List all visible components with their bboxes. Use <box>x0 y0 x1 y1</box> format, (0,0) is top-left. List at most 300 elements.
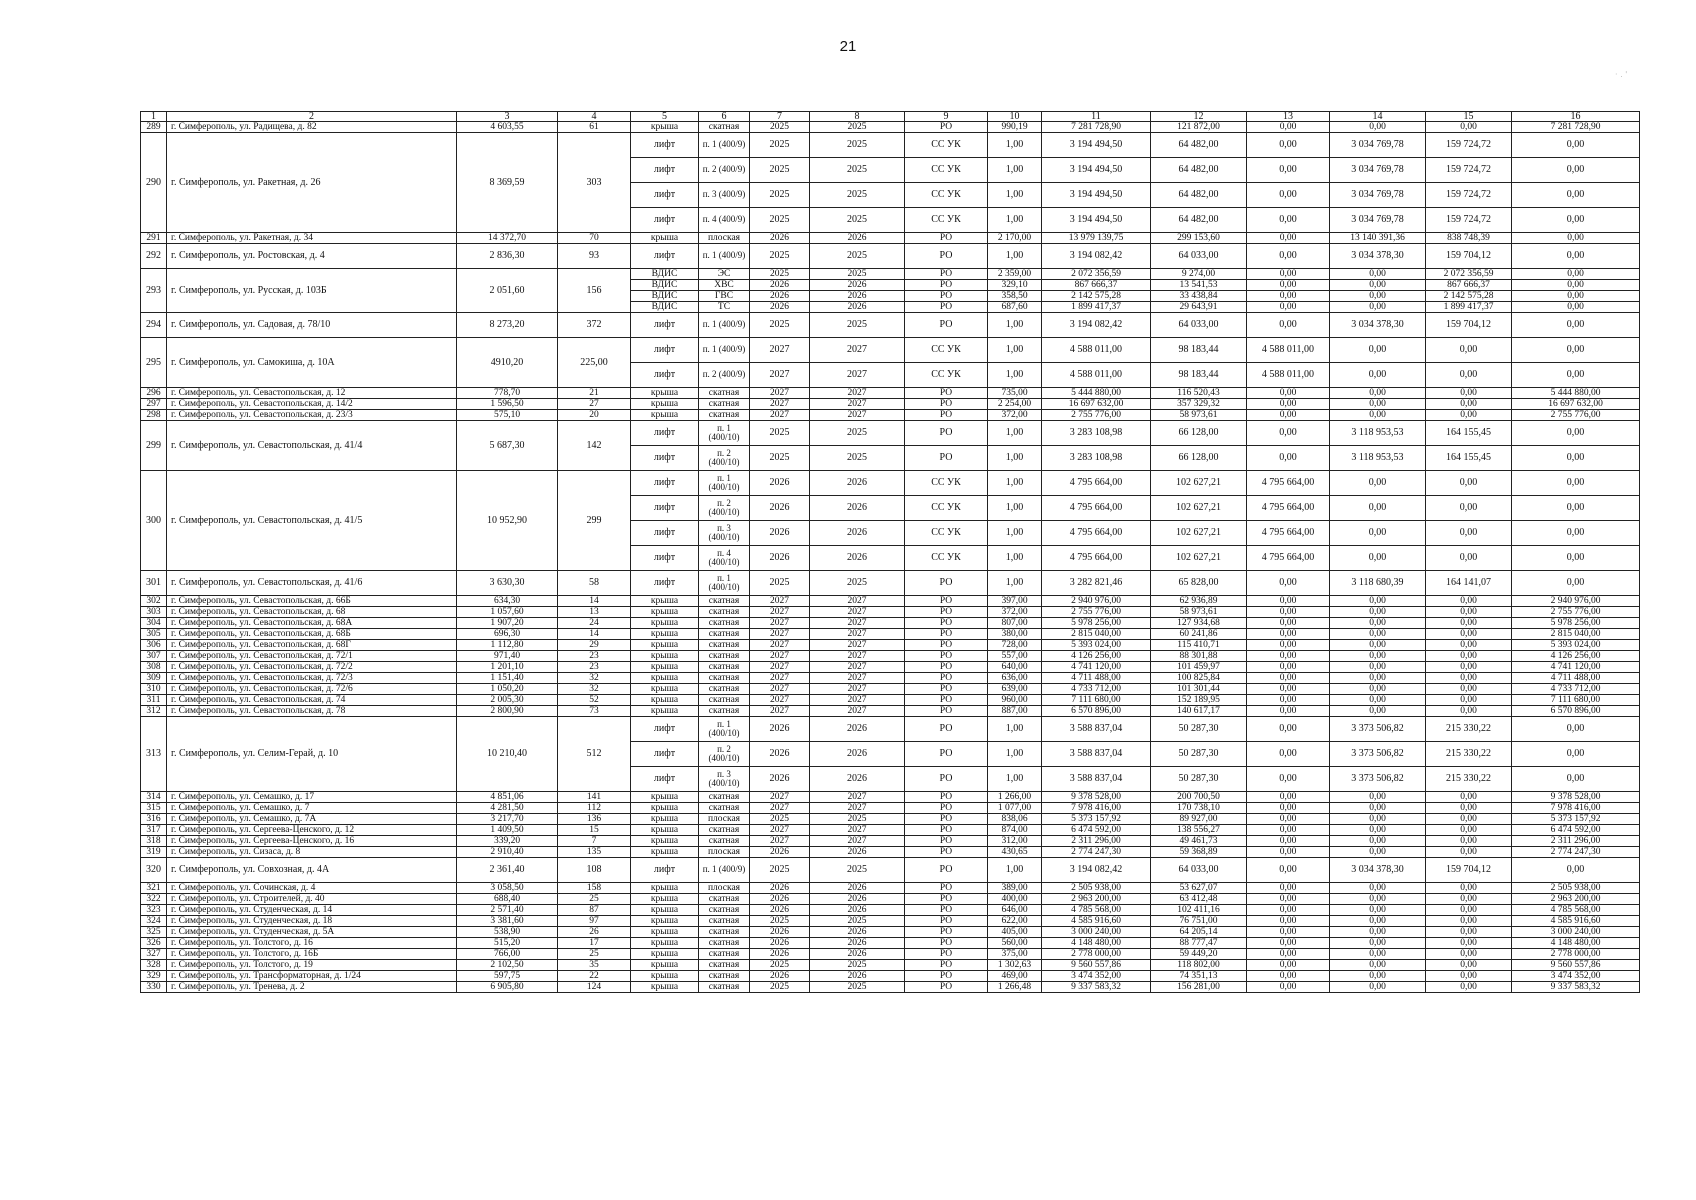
work-year-cell: 2026 <box>810 894 905 905</box>
regional-fund-cell: 4 148 480,00 <box>1512 938 1640 949</box>
address-cell: г. Симферополь, ул. Строителей, д. 40 <box>167 894 457 905</box>
address-cell: г. Симферополь, ул. Сергеева-Ценского, д. 16 <box>167 836 457 847</box>
table-row <box>141 894 1640 905</box>
work-year-cell: 2025 <box>810 982 905 993</box>
regional-fund-cell: 7 978 416,00 <box>1512 803 1640 814</box>
specific-cost-cell: 63 412,48 <box>1151 894 1247 905</box>
volume-cell: 1,00 <box>988 313 1042 338</box>
regional-fund-cell: 2 755 776,00 <box>1512 410 1640 421</box>
plan-year-cell: 2026 <box>750 949 810 960</box>
plan-year-cell: 2026 <box>750 280 810 291</box>
work-year-cell: 2027 <box>810 662 905 673</box>
total-cost-cell: 3 000 240,00 <box>1042 927 1151 938</box>
address-cell: г. Симферополь, ул. Севастопольская, д. 41/4 <box>167 421 457 471</box>
work-year-cell: 2026 <box>810 971 905 982</box>
budget-funds-cell: 0,00 <box>1426 618 1512 629</box>
work-year-cell: 2027 <box>810 399 905 410</box>
plan-year-cell: 2027 <box>750 825 810 836</box>
column-number-cell: 9 <box>905 112 988 122</box>
fund-support-cell: 0,00 <box>1330 291 1426 302</box>
plan-year-cell: 2025 <box>750 421 810 446</box>
residents-cell: 97 <box>558 916 631 927</box>
total-area-cell: 2 051,60 <box>457 269 558 313</box>
regional-fund-cell: 2 755 776,00 <box>1512 607 1640 618</box>
volume-cell: 838,06 <box>988 814 1042 825</box>
fund-support-cell: 3 034 378,30 <box>1330 244 1426 269</box>
volume-cell: 389,00 <box>988 883 1042 894</box>
work-year-cell: 2027 <box>810 684 905 695</box>
table-row <box>141 717 1640 742</box>
element-kind-cell: скатная <box>699 607 750 618</box>
element-kind-cell: скатная <box>699 399 750 410</box>
specific-cost-cell: 299 153,60 <box>1151 233 1247 244</box>
element-type-cell: крыша <box>631 706 699 717</box>
total-area-cell: 1 112,80 <box>457 640 558 651</box>
budget-funds-cell: 0,00 <box>1426 338 1512 363</box>
owners-funds-cell: 0,00 <box>1247 825 1330 836</box>
work-year-cell: 2025 <box>810 960 905 971</box>
regional-fund-cell: 0,00 <box>1512 280 1640 291</box>
element-type-cell: лифт <box>631 421 699 446</box>
total-cost-cell: 2 963 200,00 <box>1042 894 1151 905</box>
total-area-cell: 1 151,40 <box>457 673 558 684</box>
specific-cost-cell: 49 461,73 <box>1151 836 1247 847</box>
column-number-cell: 1 <box>141 112 167 122</box>
residents-cell: 32 <box>558 684 631 695</box>
fund-support-cell: 0,00 <box>1330 651 1426 662</box>
specific-cost-cell: 156 281,00 <box>1151 982 1247 993</box>
residents-cell: 23 <box>558 651 631 662</box>
address-cell: г. Симферополь, ул. Селим-Герай, д. 10 <box>167 717 457 792</box>
table-row <box>141 596 1640 607</box>
volume-cell: 1,00 <box>988 158 1042 183</box>
total-area-cell: 3 217,70 <box>457 814 558 825</box>
regional-fund-cell: 0,00 <box>1512 363 1640 388</box>
fund-method-cell: СС УК <box>905 496 988 521</box>
specific-cost-cell: 102 627,21 <box>1151 521 1247 546</box>
specific-cost-cell: 89 927,00 <box>1151 814 1247 825</box>
regional-fund-cell: 2 963 200,00 <box>1512 894 1640 905</box>
regional-fund-cell: 2 778 000,00 <box>1512 949 1640 960</box>
owners-funds-cell: 0,00 <box>1247 684 1330 695</box>
work-year-cell: 2026 <box>810 847 905 858</box>
fund-support-cell: 0,00 <box>1330 629 1426 640</box>
volume-cell: 1,00 <box>988 858 1042 883</box>
column-number-cell: 8 <box>810 112 905 122</box>
specific-cost-cell: 29 643,91 <box>1151 302 1247 313</box>
address-cell: г. Симферополь, ул. Севастопольская, д. 72/6 <box>167 684 457 695</box>
element-type-cell: крыша <box>631 960 699 971</box>
plan-year-cell: 2026 <box>750 717 810 742</box>
work-year-cell: 2025 <box>810 571 905 596</box>
total-cost-cell: 3 194 494,50 <box>1042 183 1151 208</box>
work-year-cell: 2026 <box>810 883 905 894</box>
specific-cost-cell: 60 241,86 <box>1151 629 1247 640</box>
total-cost-cell: 4 588 011,00 <box>1042 363 1151 388</box>
regional-fund-cell: 4 711 488,00 <box>1512 673 1640 684</box>
budget-funds-cell: 0,00 <box>1426 971 1512 982</box>
element-kind-cell: ХВС <box>699 280 750 291</box>
volume-cell: 557,00 <box>988 651 1042 662</box>
address-cell: г. Симферополь, ул. Сочинская, д. 4 <box>167 883 457 894</box>
volume-cell: 1 266,00 <box>988 792 1042 803</box>
budget-funds-cell: 0,00 <box>1426 847 1512 858</box>
total-area-cell: 339,20 <box>457 836 558 847</box>
budget-funds-cell: 159 704,12 <box>1426 858 1512 883</box>
total-area-cell: 696,30 <box>457 629 558 640</box>
element-type-cell: крыша <box>631 883 699 894</box>
plan-year-cell: 2027 <box>750 673 810 684</box>
total-cost-cell: 3 282 821,46 <box>1042 571 1151 596</box>
regional-fund-cell: 5 444 880,00 <box>1512 388 1640 399</box>
regional-fund-cell: 5 393 024,00 <box>1512 640 1640 651</box>
fund-method-cell: РО <box>905 916 988 927</box>
plan-year-cell: 2025 <box>750 269 810 280</box>
fund-support-cell: 0,00 <box>1330 471 1426 496</box>
residents-cell: 303 <box>558 133 631 233</box>
address-cell: г. Симферополь, ул. Толстого, д. 19 <box>167 960 457 971</box>
plan-year-cell: 2026 <box>750 847 810 858</box>
budget-funds-cell: 0,00 <box>1426 662 1512 673</box>
budget-funds-cell: 159 704,12 <box>1426 244 1512 269</box>
element-kind-cell: п. 2 (400/9) <box>699 158 750 183</box>
volume-cell: 646,00 <box>988 905 1042 916</box>
address-cell: г. Симферополь, ул. Севастопольская, д. 68Г <box>167 640 457 651</box>
specific-cost-cell: 65 828,00 <box>1151 571 1247 596</box>
element-type-cell: крыша <box>631 662 699 673</box>
column-number-cell: 10 <box>988 112 1042 122</box>
owners-funds-cell: 0,00 <box>1247 640 1330 651</box>
element-type-cell: крыша <box>631 927 699 938</box>
table-row <box>141 695 1640 706</box>
plan-year-cell: 2026 <box>750 742 810 767</box>
row-number-cell: 310 <box>141 684 167 695</box>
fund-method-cell: РО <box>905 706 988 717</box>
residents-cell: 27 <box>558 399 631 410</box>
total-cost-cell: 4 785 568,00 <box>1042 905 1151 916</box>
regional-fund-cell: 0,00 <box>1512 244 1640 269</box>
work-year-cell: 2026 <box>810 949 905 960</box>
regional-fund-cell: 6 570 896,00 <box>1512 706 1640 717</box>
volume-cell: 2 254,00 <box>988 399 1042 410</box>
work-year-cell: 2025 <box>810 122 905 133</box>
element-type-cell: крыша <box>631 905 699 916</box>
volume-cell: 640,00 <box>988 662 1042 673</box>
volume-cell: 1,00 <box>988 717 1042 742</box>
fund-method-cell: РО <box>905 607 988 618</box>
fund-support-cell: 13 140 391,36 <box>1330 233 1426 244</box>
owners-funds-cell: 0,00 <box>1247 858 1330 883</box>
address-cell: г. Симферополь, ул. Семашко, д. 17 <box>167 792 457 803</box>
total-area-cell: 2 102,50 <box>457 960 558 971</box>
volume-cell: 874,00 <box>988 825 1042 836</box>
work-year-cell: 2027 <box>810 640 905 651</box>
fund-support-cell: 0,00 <box>1330 960 1426 971</box>
element-kind-cell: п. 2 (400/10) <box>699 742 750 767</box>
element-kind-cell: скатная <box>699 792 750 803</box>
total-area-cell: 2 571,40 <box>457 905 558 916</box>
specific-cost-cell: 88 301,88 <box>1151 651 1247 662</box>
fund-method-cell: РО <box>905 814 988 825</box>
element-kind-cell: скатная <box>699 410 750 421</box>
volume-cell: 807,00 <box>988 618 1042 629</box>
table-row <box>141 883 1640 894</box>
regional-fund-cell: 16 697 632,00 <box>1512 399 1640 410</box>
total-cost-cell: 13 979 139,75 <box>1042 233 1151 244</box>
volume-cell: 372,00 <box>988 410 1042 421</box>
budget-funds-cell: 0,00 <box>1426 792 1512 803</box>
column-number-cell: 3 <box>457 112 558 122</box>
fund-support-cell: 0,00 <box>1330 883 1426 894</box>
fund-method-cell: РО <box>905 695 988 706</box>
specific-cost-cell: 50 287,30 <box>1151 742 1247 767</box>
total-area-cell: 1 409,50 <box>457 825 558 836</box>
budget-funds-cell: 0,00 <box>1426 927 1512 938</box>
budget-funds-cell: 164 141,07 <box>1426 571 1512 596</box>
volume-cell: 1 302,63 <box>988 960 1042 971</box>
budget-funds-cell: 164 155,45 <box>1426 421 1512 446</box>
fund-support-cell: 0,00 <box>1330 410 1426 421</box>
address-cell: г. Симферополь, ул. Русская, д. 103Б <box>167 269 457 313</box>
table-row <box>141 399 1640 410</box>
table-row <box>141 706 1640 717</box>
column-number-cell: 16 <box>1512 112 1640 122</box>
total-cost-cell: 3 194 082,42 <box>1042 313 1151 338</box>
owners-funds-cell: 0,00 <box>1247 894 1330 905</box>
specific-cost-cell: 102 627,21 <box>1151 546 1247 571</box>
owners-funds-cell: 0,00 <box>1247 302 1330 313</box>
volume-cell: 469,00 <box>988 971 1042 982</box>
regional-fund-cell: 3 474 352,00 <box>1512 971 1640 982</box>
budget-funds-cell: 0,00 <box>1426 673 1512 684</box>
work-year-cell: 2026 <box>810 302 905 313</box>
fund-method-cell: РО <box>905 662 988 673</box>
total-cost-cell: 5 444 880,00 <box>1042 388 1151 399</box>
table-row <box>141 651 1640 662</box>
work-year-cell: 2026 <box>810 927 905 938</box>
fund-method-cell: РО <box>905 949 988 960</box>
total-area-cell: 597,75 <box>457 971 558 982</box>
work-year-cell: 2025 <box>810 421 905 446</box>
fund-method-cell: РО <box>905 618 988 629</box>
fund-method-cell: РО <box>905 905 988 916</box>
residents-cell: 7 <box>558 836 631 847</box>
residents-cell: 29 <box>558 640 631 651</box>
volume-cell: 1,00 <box>988 208 1042 233</box>
fund-method-cell: РО <box>905 684 988 695</box>
fund-method-cell: РО <box>905 960 988 971</box>
regional-fund-cell: 0,00 <box>1512 183 1640 208</box>
table-row <box>141 927 1640 938</box>
regional-fund-cell: 0,00 <box>1512 208 1640 233</box>
total-cost-cell: 4 741 120,00 <box>1042 662 1151 673</box>
work-year-cell: 2027 <box>810 651 905 662</box>
table-row <box>141 684 1640 695</box>
specific-cost-cell: 13 541,53 <box>1151 280 1247 291</box>
residents-cell: 299 <box>558 471 631 571</box>
owners-funds-cell: 0,00 <box>1247 982 1330 993</box>
element-kind-cell: п. 4 (400/9) <box>699 208 750 233</box>
specific-cost-cell: 62 936,89 <box>1151 596 1247 607</box>
row-number-cell: 328 <box>141 960 167 971</box>
column-number-cell: 11 <box>1042 112 1151 122</box>
total-area-cell: 1 050,20 <box>457 684 558 695</box>
row-number-cell: 293 <box>141 269 167 313</box>
specific-cost-cell: 101 459,97 <box>1151 662 1247 673</box>
fund-method-cell: СС УК <box>905 471 988 496</box>
table-row <box>141 825 1640 836</box>
volume-cell: 1,00 <box>988 446 1042 471</box>
work-year-cell: 2027 <box>810 388 905 399</box>
work-year-cell: 2025 <box>810 183 905 208</box>
address-cell: г. Симферополь, ул. Толстого, д. 16 <box>167 938 457 949</box>
fund-support-cell: 0,00 <box>1330 695 1426 706</box>
budget-funds-cell: 0,00 <box>1426 706 1512 717</box>
work-year-cell: 2027 <box>810 338 905 363</box>
row-number-cell: 300 <box>141 471 167 571</box>
regional-fund-cell: 4 741 120,00 <box>1512 662 1640 673</box>
address-cell: г. Симферополь, ул. Севастопольская, д. 23/3 <box>167 410 457 421</box>
row-number-cell: 306 <box>141 640 167 651</box>
owners-funds-cell: 0,00 <box>1247 233 1330 244</box>
row-number-cell: 324 <box>141 916 167 927</box>
owners-funds-cell: 0,00 <box>1247 673 1330 684</box>
table-row <box>141 982 1640 993</box>
element-type-cell: ВДИС <box>631 280 699 291</box>
total-cost-cell: 5 393 024,00 <box>1042 640 1151 651</box>
specific-cost-cell: 170 738,10 <box>1151 803 1247 814</box>
residents-cell: 512 <box>558 717 631 792</box>
specific-cost-cell: 115 410,71 <box>1151 640 1247 651</box>
owners-funds-cell: 0,00 <box>1247 618 1330 629</box>
volume-cell: 312,00 <box>988 836 1042 847</box>
budget-funds-cell: 0,00 <box>1426 916 1512 927</box>
address-cell: г. Симферополь, ул. Севастопольская, д. 68 <box>167 607 457 618</box>
fund-method-cell: РО <box>905 421 988 446</box>
plan-year-cell: 2027 <box>750 338 810 363</box>
work-year-cell: 2027 <box>810 618 905 629</box>
regional-fund-cell: 0,00 <box>1512 858 1640 883</box>
element-type-cell: лифт <box>631 546 699 571</box>
element-type-cell: лифт <box>631 521 699 546</box>
table-row <box>141 916 1640 927</box>
table-row <box>141 673 1640 684</box>
total-area-cell: 10 210,40 <box>457 717 558 792</box>
fund-support-cell: 0,00 <box>1330 388 1426 399</box>
residents-cell: 61 <box>558 122 631 133</box>
address-cell: г. Симферополь, ул. Севастопольская, д. 14/2 <box>167 399 457 410</box>
fund-support-cell: 0,00 <box>1330 825 1426 836</box>
volume-cell: 2 359,00 <box>988 269 1042 280</box>
fund-method-cell: СС УК <box>905 338 988 363</box>
fund-support-cell: 3 373 506,82 <box>1330 742 1426 767</box>
budget-funds-cell: 0,00 <box>1426 684 1512 695</box>
element-kind-cell: п. 1 (400/9) <box>699 244 750 269</box>
element-type-cell: лифт <box>631 133 699 158</box>
element-kind-cell: скатная <box>699 662 750 673</box>
budget-funds-cell: 0,00 <box>1426 399 1512 410</box>
work-year-cell: 2026 <box>810 767 905 792</box>
fund-support-cell: 0,00 <box>1330 673 1426 684</box>
fund-support-cell: 0,00 <box>1330 122 1426 133</box>
element-kind-cell: скатная <box>699 949 750 960</box>
fund-method-cell: РО <box>905 836 988 847</box>
residents-cell: 141 <box>558 792 631 803</box>
owners-funds-cell: 0,00 <box>1247 836 1330 847</box>
fund-support-cell: 0,00 <box>1330 302 1426 313</box>
owners-funds-cell: 0,00 <box>1247 421 1330 446</box>
element-type-cell: ВДИС <box>631 302 699 313</box>
residents-cell: 136 <box>558 814 631 825</box>
address-cell: г. Симферополь, ул. Трансформаторная, д. 1/24 <box>167 971 457 982</box>
element-kind-cell: ГВС <box>699 291 750 302</box>
total-cost-cell: 4 126 256,00 <box>1042 651 1151 662</box>
regional-fund-cell: 7 111 680,00 <box>1512 695 1640 706</box>
budget-funds-cell: 2 072 356,59 <box>1426 269 1512 280</box>
regional-fund-cell: 0,00 <box>1512 521 1640 546</box>
owners-funds-cell: 0,00 <box>1247 949 1330 960</box>
residents-cell: 23 <box>558 662 631 673</box>
specific-cost-cell: 118 802,00 <box>1151 960 1247 971</box>
residents-cell: 135 <box>558 847 631 858</box>
regional-fund-cell: 4 126 256,00 <box>1512 651 1640 662</box>
volume-cell: 358,50 <box>988 291 1042 302</box>
element-type-cell: крыша <box>631 695 699 706</box>
element-kind-cell: п. 2 (400/9) <box>699 363 750 388</box>
total-area-cell: 5 687,30 <box>457 421 558 471</box>
volume-cell: 2 170,00 <box>988 233 1042 244</box>
element-kind-cell: скатная <box>699 122 750 133</box>
table-row <box>141 388 1640 399</box>
table-row <box>141 949 1640 960</box>
fund-method-cell: СС УК <box>905 133 988 158</box>
budget-funds-cell: 0,00 <box>1426 825 1512 836</box>
row-number-cell: 309 <box>141 673 167 684</box>
fund-support-cell: 0,00 <box>1330 916 1426 927</box>
total-cost-cell: 3 283 108,98 <box>1042 421 1151 446</box>
element-type-cell: крыша <box>631 949 699 960</box>
residents-cell: 22 <box>558 971 631 982</box>
element-kind-cell: скатная <box>699 916 750 927</box>
table-row <box>141 960 1640 971</box>
budget-funds-cell: 0,00 <box>1426 883 1512 894</box>
element-type-cell: крыша <box>631 836 699 847</box>
regional-fund-cell: 0,00 <box>1512 446 1640 471</box>
residents-cell: 225,00 <box>558 338 631 388</box>
table-row <box>141 421 1640 446</box>
work-year-cell: 2027 <box>810 629 905 640</box>
volume-cell: 1,00 <box>988 546 1042 571</box>
element-type-cell: крыша <box>631 894 699 905</box>
table-row <box>141 803 1640 814</box>
fund-support-cell: 0,00 <box>1330 894 1426 905</box>
total-area-cell: 8 273,20 <box>457 313 558 338</box>
element-type-cell: крыша <box>631 938 699 949</box>
address-cell: г. Симферополь, ул. Севастопольская, д. 66Б <box>167 596 457 607</box>
row-number-cell: 318 <box>141 836 167 847</box>
total-area-cell: 634,30 <box>457 596 558 607</box>
element-type-cell: крыша <box>631 803 699 814</box>
volume-cell: 622,00 <box>988 916 1042 927</box>
fund-support-cell: 0,00 <box>1330 546 1426 571</box>
fund-support-cell: 0,00 <box>1330 792 1426 803</box>
budget-funds-cell: 0,00 <box>1426 596 1512 607</box>
owners-funds-cell: 0,00 <box>1247 291 1330 302</box>
fund-method-cell: РО <box>905 640 988 651</box>
element-type-cell: ВДИС <box>631 291 699 302</box>
table-row <box>141 640 1640 651</box>
regional-fund-cell: 3 000 240,00 <box>1512 927 1640 938</box>
